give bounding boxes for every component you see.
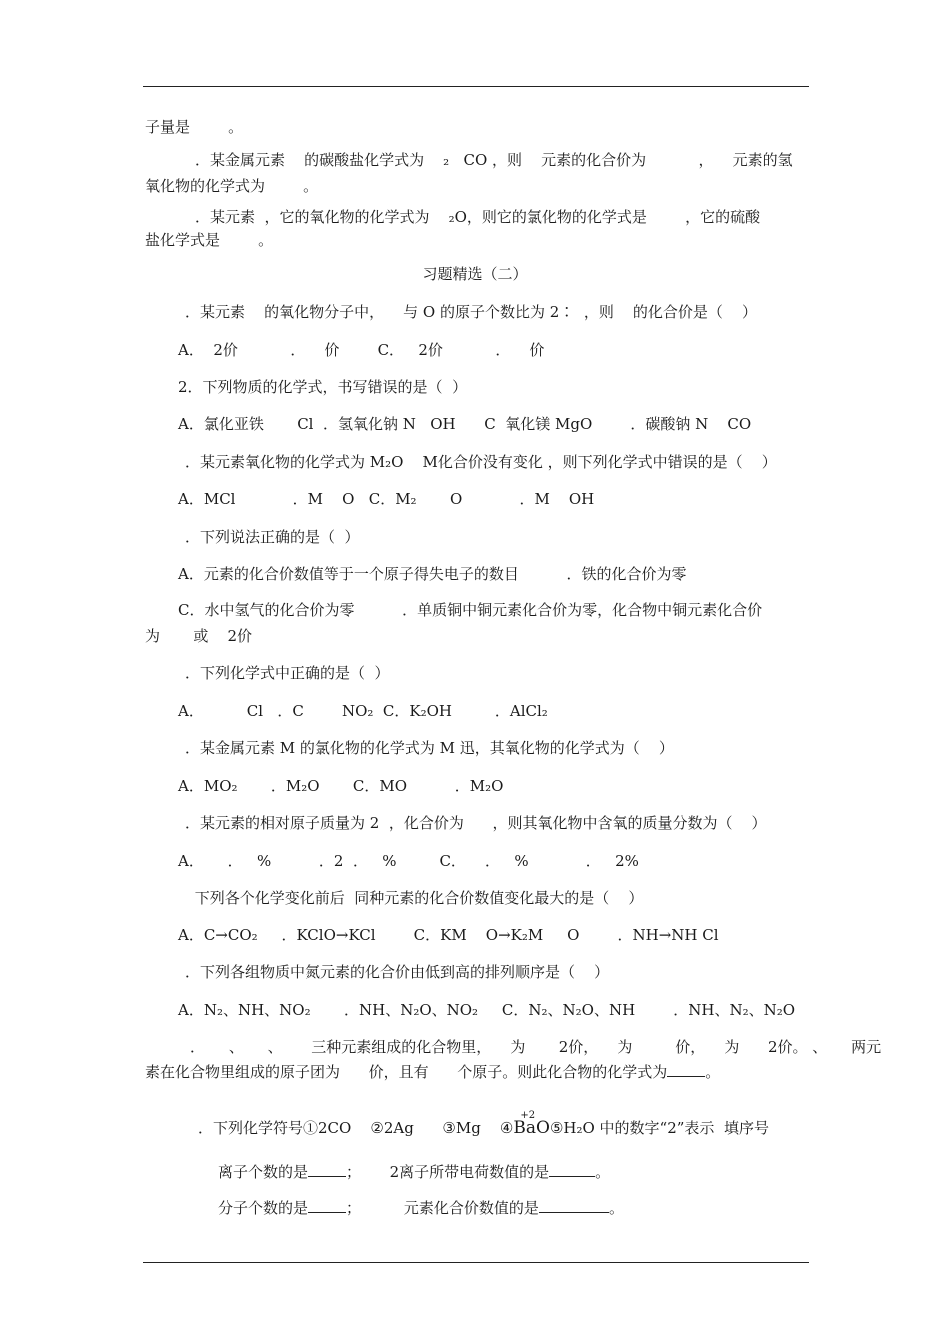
question-3: ．某元素氧化物的化学式为 M₂O M化合价没有变化 ，则下列化学式中错误的是（ ） bbox=[185, 453, 777, 471]
answer-blank[interactable] bbox=[667, 1062, 705, 1077]
question-2: 2．下列物质的化学式，书写错误的是（ ） bbox=[178, 378, 468, 396]
question-2-options: A．氯化亚铁 Cl ．氢氧化钠 N OH C 氧化镁 MgO ．碳酸钠 N CO bbox=[178, 415, 752, 433]
text-line: 盐化学式是 。 bbox=[145, 231, 274, 249]
question-6-options: A．MO₂ ．M₂O C．MO ．M₂O bbox=[178, 777, 504, 795]
question-10: ． 、 、 三种元素组成的化合物里， 为 2价， 为 价， 为 2价。 、 两元 bbox=[190, 1038, 882, 1056]
footer-rule bbox=[143, 1262, 809, 1263]
answer-label: ； 元素化合价数值的是 bbox=[346, 1199, 539, 1217]
text-line: 子量是 。 bbox=[145, 118, 244, 136]
question-4: ．下列说法正确的是（ ） bbox=[185, 528, 360, 546]
question-8-options: A．C→CO₂ ．KClO→KCl C．KM O→K₂M O ．NH→NH Cl bbox=[178, 926, 719, 944]
section-title: 习题精选（二） bbox=[422, 265, 528, 283]
question-7: ．某元素的相对原子质量为 2 ，化合价为 ，则其氧化物中含氧的质量分数为（ ） bbox=[185, 814, 767, 832]
bao-charge: +2 bbox=[520, 1110, 536, 1121]
bao-symbol: BaO bbox=[513, 1118, 550, 1138]
answer-blank[interactable] bbox=[308, 1162, 346, 1177]
answer-blank[interactable] bbox=[549, 1162, 595, 1177]
question-6: ．某金属元素 M 的氯化物的化学式为 M 迅，其氧化物的化学式为（ ） bbox=[185, 739, 674, 757]
text-line: 氧化物的化学式为 。 bbox=[145, 177, 319, 195]
question-10-text: 素在化合物里组成的原子团为 价，且有 个原子。则此化合物的化学式为 bbox=[145, 1063, 668, 1081]
answer-label: 分子个数的是 bbox=[218, 1199, 309, 1217]
answer-blank[interactable] bbox=[539, 1198, 609, 1213]
question-3-options: A．MCl ．M O C．M₂ O ．M OH bbox=[178, 490, 595, 508]
question-8: 下列各个化学变化前后 同种元素的化合价数值变化最大的是（ ） bbox=[190, 889, 644, 907]
text-line: ．某元素 ，它的氧化物的化学式为 ₂O，则它的氯化物的化学式是 ，它的硫酸 bbox=[195, 208, 761, 226]
text-line: ．某金属元素 的碳酸盐化学式为 ₂ CO ，则 元素的化合价为 ， 元素的氢 bbox=[195, 151, 793, 169]
bao-formula bbox=[513, 1110, 550, 1138]
question-9-options: A．N₂、NH、NO₂ ．NH、N₂O、NO₂ C．N₂、N₂O、NH ．NH、N₂、N₂O bbox=[178, 1001, 796, 1019]
question-10-end: 。 bbox=[705, 1063, 721, 1081]
question-11 bbox=[198, 1110, 769, 1138]
answer-end: 。 bbox=[608, 1199, 624, 1217]
question-1-options: A． 2价 ． 价 C． 2价 ． 价 bbox=[178, 341, 545, 359]
question-4-options: 为 或 2价 bbox=[145, 627, 252, 645]
question-10-cont bbox=[145, 1062, 720, 1082]
answer-label: 离子个数的是 bbox=[218, 1163, 309, 1181]
header-rule bbox=[143, 86, 809, 87]
question-5: ．下列化学式中正确的是（ ） bbox=[185, 664, 390, 682]
question-7-options: A． ． % ．2 ． % C． ． % ． 2% bbox=[178, 852, 639, 870]
question-11-line-b bbox=[218, 1198, 624, 1218]
answer-end: 。 bbox=[595, 1163, 611, 1181]
question-9: ．下列各组物质中氮元素的化合价由低到高的排列顺序是（ ） bbox=[185, 963, 610, 981]
question-4-options: C．水中氢气的化合价为零 ．单质铜中铜元素化合价为零，化合物中铜元素化合价 bbox=[178, 601, 763, 619]
answer-blank[interactable] bbox=[308, 1198, 346, 1213]
question-11-tail: ⑤H₂O 中的数字“2”表示 填序号 bbox=[549, 1119, 769, 1137]
question-11-line-a bbox=[218, 1162, 610, 1182]
answer-label: ； 2离子所带电荷数值的是 bbox=[346, 1163, 550, 1181]
question-4-options: A．元素的化合价数值等于一个原子得失电子的数目 ．铁的化合价为零 bbox=[178, 565, 687, 583]
question-5-options: A． Cl ．C NO₂ C．K₂OH ．AlCl₂ bbox=[178, 702, 548, 720]
question-1: ．某元素 的氧化物分子中， 与 O 的原子个数比为 2∶ ，则 的化合价是（ ） bbox=[185, 303, 757, 321]
question-11-text: ．下列化学符号①2CO ②2Ag ③Mg ④ bbox=[198, 1119, 514, 1137]
